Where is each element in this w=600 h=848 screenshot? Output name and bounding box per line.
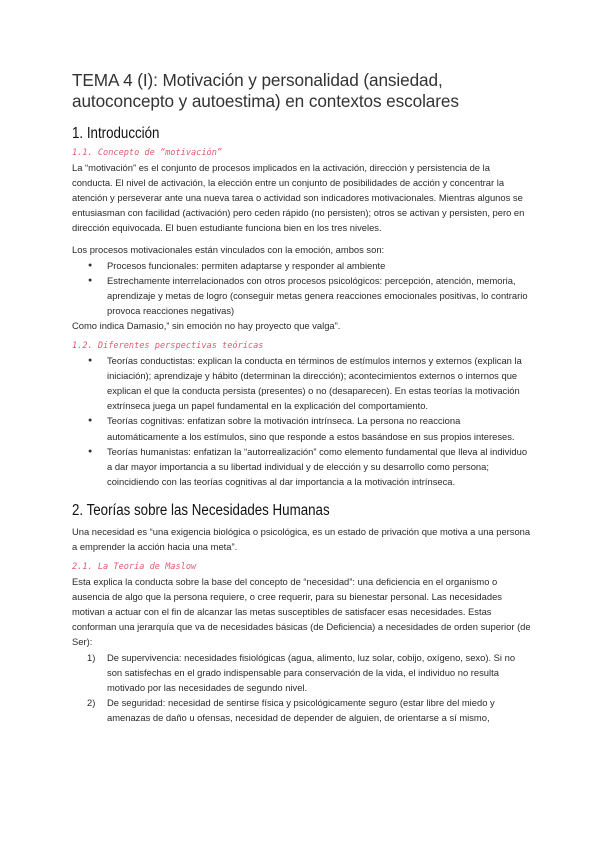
section-heading-necesidades: 2. Teorías sobre las Necesidades Humanas	[72, 501, 330, 519]
paragraph-emocion-link: Los procesos motivacionales están vinculados con la emoción, ambos son:	[72, 244, 385, 256]
section-heading-introduccion: 1. Introducción	[72, 125, 160, 142]
bullet-list-procesos	[72, 258, 532, 318]
paragraph-maslow: Esta explica la conducta sobre la base del concepto de “necesidad”: una deficiencia en el organismo o ausencia de algo que la persona requiere, o cree requerir, para su bienestar personal. Las necesidades motivan a actuar con el fin de alcanzar las metas susceptibles de satisfacer esas necesidades. Estas conforman una jerarquía que va de necesidades básicas (de Deficiencia) a necesidades de orden superior (de Ser):	[72, 576, 531, 648]
paragraph-motivacion-definition: La “motivación” es el conjunto de procesos implicados en la activación, dirección y persistencia de la conducta. El nivel de activación, la elección entre un conjunto de posibilidades de acción y concentrar la atención y perseverar ante una nueva tarea o actividad son indicadores motivacionales. Mientras algunos se entusiasman con facilidad (activación) pero ceden rápido (no persisten); otros se activan y persisten, pero en dirección equivocada. El buen estudiante funciona bien en los tres niveles.	[72, 162, 525, 234]
document-page	[72, 70, 532, 725]
subsection-heading-concepto: 1.1. Concepto de “motivación”	[72, 148, 223, 158]
numbered-list-necesidades	[72, 650, 532, 725]
list-item: ● Teorías conductistas: explican la conducta en términos de estímulos internos y externos (explican la iniciación); aprendizaje y hábito (determinan la dirección); acontecimientos externos o internos que explican el que la conducta persista (presentes) o no (desaparecen). En estas teorías la motivación extrínseca juega un papel fundamental en la explicación del comportamiento.	[107, 353, 532, 413]
list-item	[87, 650, 532, 695]
list-item: ● Teorías humanistas: enfatizan la “autorrealización” como elemento fundamental que lleva al individuo a dar mayor importancia a su libertad individual y de elección y su desarrollo como persona; coincidiendo con las teorías cognitivas al dar importancia a la motivación intrínseca.	[107, 444, 532, 489]
list-item: ● Estrechamente interrelacionados con otros procesos psicológicos: percepción, atención, memoria, aprendizaje y metas de logro (conseguir metas genera reacciones emocionales positivas, lo contrario provoca reacciones negativas)	[107, 273, 532, 318]
list-item: ● Teorías cognitivas: enfatizan sobre la motivación intrínseca. La persona no reacciona automáticamente a los estímulos, sino que responde a estos basándose en sus propios intereses.	[107, 413, 532, 443]
document-title: TEMA 4 (I): Motivación y personalidad (ansiedad, autoconcepto y autoestima) en contextos escolares	[72, 70, 459, 111]
list-number: 2)	[87, 696, 96, 708]
subsection-heading-maslow: 2.1. La Teoría de Maslow	[72, 562, 197, 573]
paragraph-damasio-quote: Como indica Damasio,” sin emoción no hay proyecto que valga”.	[72, 319, 341, 331]
subsection-heading-perspectivas: 1.2. Diferentes perspectivas teóricas	[72, 341, 264, 352]
list-item-text: De supervivencia: necesidades fisiológicas (agua, alimento, luz solar, cobijo, oxígeno, sexo). Si no son satisfechas en el grado indispensable para conservación de la vida, el individuo no resulta motivado por las necesidades de segundo nivel.	[107, 651, 516, 693]
paragraph-necesidad-definition: Una necesidad es “una exigencia biológica o psicológica, es un estado de privación que motiva a una persona a emprender la acción hacia una meta”.	[72, 525, 531, 552]
list-item: ● Procesos funcionales: permiten adaptarse y responder al ambiente	[107, 258, 532, 273]
bullet-list-teorias	[72, 353, 532, 489]
list-number: 1)	[87, 651, 96, 663]
list-item	[87, 695, 532, 725]
list-item-text: De seguridad: necesidad de sentirse física y psicológicamente seguro (estar libre del miedo y amenazas de daño u ofensas, necesidad de depender de alguien, de orientarse a sí mismo,	[107, 696, 495, 723]
